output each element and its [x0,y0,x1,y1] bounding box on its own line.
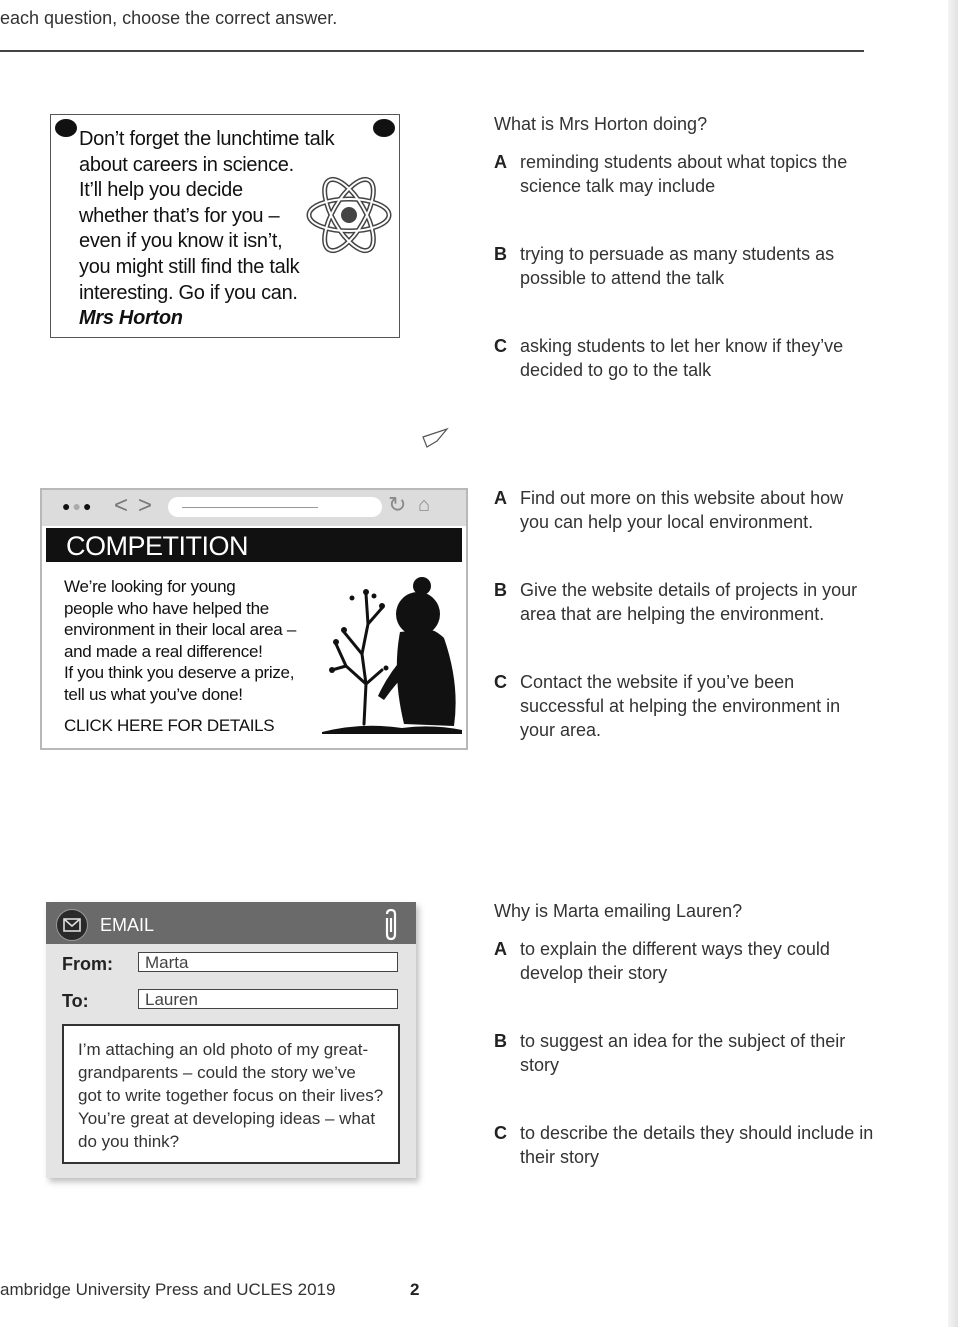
option-text: Contact the website if you’ve been successful at helping the environment in your area. [520,672,841,740]
option-letter: B [494,1031,507,1051]
from-field[interactable]: Marta [138,952,398,972]
option-text: Give the website details of projects in your area that are helping the environment. [520,580,858,624]
answer-option-a[interactable] [494,486,874,534]
competition-line: and made a real difference! [64,641,263,661]
option-text: asking students to let her know if they’ve decided to go to the talk [520,336,844,380]
notice-line: even if you know it isn’t, [79,230,283,253]
email-title: EMAIL [100,915,155,935]
page-edge-shadow [948,0,958,1327]
option-letter: A [494,939,507,959]
browser-toolbar [42,490,466,526]
notice-line: whether that’s for you – [79,204,280,227]
question-3 [494,899,874,1213]
answer-option-c[interactable] [494,334,874,382]
competition-line: tell us what you’ve done! [64,684,243,704]
email-panel [46,902,416,1178]
reload-icon[interactable]: ↻ [388,492,407,517]
window-dots-icon: ●●● [62,498,94,514]
option-letter: B [494,244,507,264]
competition-line: We’re looking for young [64,577,236,596]
address-bar[interactable] [168,497,382,517]
details-link[interactable]: CLICK HERE FOR DETAILS [64,716,275,735]
option-letter: C [494,1123,507,1143]
answer-option-c[interactable] [494,1121,874,1169]
website-panel [40,488,468,750]
option-text: reminding students about what topics the science talk may include [520,152,848,196]
email-titlebar [46,902,416,944]
notice-text [79,127,334,332]
competition-heading: COMPETITION [46,528,462,562]
from-label: From: [62,954,113,974]
option-text: to suggest an idea for the subject of their story [520,1031,846,1075]
notice-line: It’ll help you decide [79,179,243,202]
option-letter: A [494,488,507,508]
option-letter: B [494,580,507,600]
pin-icon [55,119,77,137]
notice-line: interesting. Go if you can. [79,281,298,304]
girl-planting-tree-illustration [322,574,462,740]
competition-line: people who have helped the [64,598,269,618]
instruction-text: each question, choose the correct answer. [0,8,338,28]
back-arrow-icon[interactable]: < [114,492,139,519]
competition-text [64,576,296,705]
option-text: Find out more on this website about how you can help your local environment. [520,488,844,532]
competition-line: If you think you deserve a prize, [64,663,295,682]
answer-option-b[interactable] [494,242,874,290]
option-letter: A [494,152,507,172]
notice-line: you might still find the talk [79,255,300,278]
paperclip-icon[interactable] [380,908,402,942]
copyright-footer: ambridge University Press and UCLES 2019 [0,1280,336,1299]
question-stem: Why is Marta emailing Lauren? [494,901,743,921]
answer-option-a[interactable] [494,937,874,985]
answer-option-b[interactable] [494,578,874,626]
notice-line: Don’t forget the lunchtime talk [79,128,335,150]
email-body[interactable]: I’m attaching an old photo of my great-grandparents – could the story we’ve got to write together focus on their lives? You’re great at developing ideas – what do you think? [62,1024,400,1164]
option-letter: C [494,672,507,692]
nav-arrows [114,492,162,520]
option-text: trying to persuade as many students as possible to attend the talk [520,244,835,288]
to-label: To: [62,991,89,1011]
forward-arrow-icon[interactable]: > [138,492,163,519]
atom-icon [304,168,394,262]
question-2 [494,486,874,786]
answer-option-a[interactable] [494,150,874,198]
to-field[interactable]: Lauren [138,989,398,1009]
home-icon[interactable]: ⌂ [418,494,431,516]
pin-icon [373,119,395,137]
competition-line: environment in their local area – [64,620,297,639]
question-1 [494,112,874,426]
option-text: to explain the different ways they could develop their story [520,939,830,983]
page-curl-icon [421,427,449,451]
question-stem: What is Mrs Horton doing? [494,114,708,134]
notice-line: about careers in science. [79,153,294,176]
option-text: to describe the details they should include in their story [520,1123,874,1167]
header-rule [0,50,864,52]
answer-option-c[interactable] [494,670,874,742]
envelope-icon [56,909,88,941]
option-letter: C [494,336,507,356]
notice-signature: Mrs Horton [79,307,183,330]
answer-option-b[interactable] [494,1029,874,1077]
page-number: 2 [410,1280,420,1299]
